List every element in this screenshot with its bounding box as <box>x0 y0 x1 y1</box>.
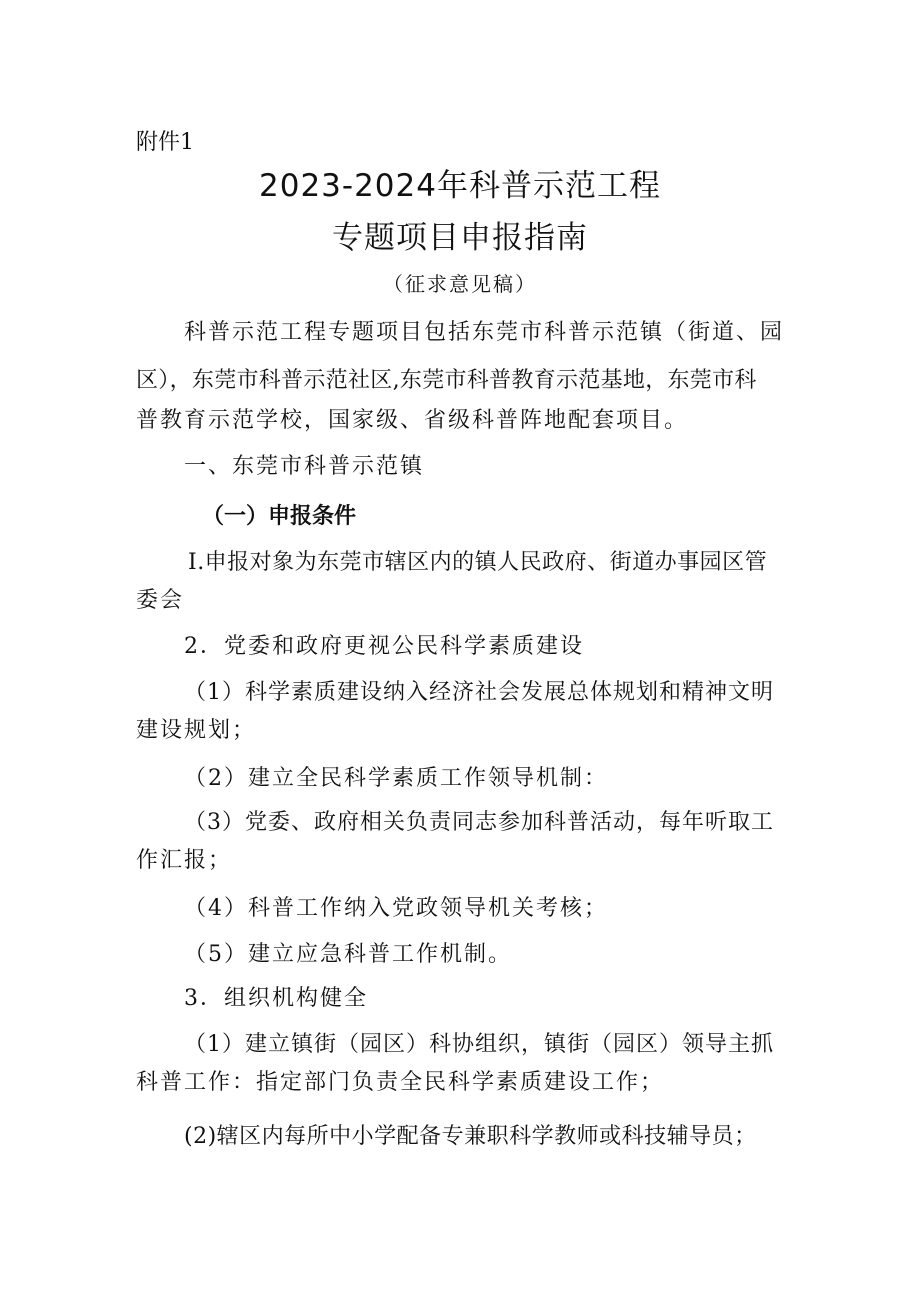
subsection-heading: （一）申报条件 <box>202 504 357 529</box>
section-heading: 一、东莞市科普示范镇 <box>184 454 425 479</box>
attachment-label: 附件1 <box>136 130 194 155</box>
item-2-sub-3-line-1: （3）党委、政府相关负责同志参加科普活动，每年听取工 <box>184 810 774 835</box>
intro-paragraph-line-1: 科普示范工程专题项目包括东莞市科普示范镇（街道、园 <box>184 320 785 345</box>
item-2-sub-3-line-2: 作汇报； <box>136 848 233 873</box>
item-2-sub-4: （4）科普工作纳入党政领导机关考核； <box>184 896 608 921</box>
document-title-line-1: 2023-2024年科普示范工程 <box>259 168 661 204</box>
intro-paragraph-line-3: 普教育示范学校，国家级、省级科普阵地配套项目。 <box>136 408 689 433</box>
item-3-sub-1-line-1: （1）建立镇街（园区）科协组织，镇街（园区）领导主抓 <box>184 1032 774 1057</box>
item-3-sub-1-line-2: 科普工作：指定部门负责全民科学素质建设工作； <box>136 1070 665 1095</box>
item-2-sub-1-line-2: 建设规划； <box>136 718 257 743</box>
item-2-sub-2: （2）建立全民科学素质工作领导机制： <box>184 766 608 791</box>
item-2-sub-5: （5）建立应急科普工作机制。 <box>184 942 512 967</box>
document-title-line-2: 专题项目申报指南 <box>332 220 588 256</box>
item-3-sub-2: (2)辖区内每所中小学配备专兼职科学教师或科技辅导员； <box>184 1124 757 1149</box>
item-3-heading: 3．组织机构健全 <box>184 986 368 1011</box>
item-2-heading: 2．党委和政府更视公民科学素质建设 <box>184 634 584 659</box>
draft-subtitle: （征求意见稿） <box>383 272 537 296</box>
item-2-sub-1-line-1: （1）科学素质建设纳入经济社会发展总体规划和精神文明 <box>184 680 774 705</box>
item-1-line-1: I.申报对象为东莞市辖区内的镇人民政府、街道办事园区管 <box>188 550 768 575</box>
item-1-line-2: 委会 <box>136 588 185 613</box>
intro-paragraph-line-2: 区），东莞市科普示范社区,东莞市科普教育示范基地，东莞市科 <box>136 368 757 393</box>
